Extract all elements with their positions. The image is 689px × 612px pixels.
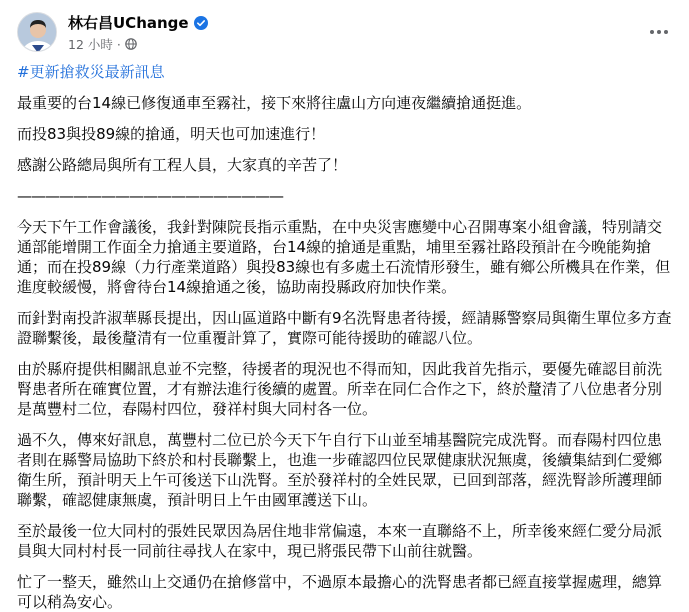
meta-separator: · xyxy=(116,36,121,52)
post-paragraph: 至於最後一位大同村的張姓民眾因為居住地非常偏遠，本來一直聯絡不上，所幸後來經仁愛分局派員與大同村村長一同前往尋找人在家中，現已將張民帶下山前往就醫。 xyxy=(17,522,663,560)
globe-icon[interactable] xyxy=(125,38,137,50)
post-paragraph: 而投83與投89線的搶通，明天也可加速進行！ xyxy=(17,125,326,143)
text-divider: ——————————————————— xyxy=(17,187,283,205)
post-paragraph: 最重要的台14線已修復通車至霧社，接下來將往盧山方向連夜繼續搶通挺進。 xyxy=(17,94,532,112)
post-meta xyxy=(68,35,137,53)
author-name[interactable]: 林右昌UChange xyxy=(68,14,189,32)
post-paragraph: 由於縣府提供相關訊息並不完整，待援者的現況也不得而知，因此我首先指示，要優先確認目前洗腎患者所在確實位置，才有辦法進行後續的處置。所幸在同仁合作之下，終於釐清了八位患者分別是萬豐村二位，春陽村四位，發祥村與大同村各一位。 xyxy=(17,360,663,418)
verified-badge-icon xyxy=(194,16,208,30)
post-timestamp[interactable]: 12 小時 xyxy=(68,37,113,52)
post-paragraph: 今天下午工作會議後，我針對陳院長指示重點，在中央災害應變中心召開專案小組會議，特別請交通部能增開工作面全力搶通主要道路，台14線的搶通是重點，埔里至霧社路段預計在今晚能夠搶通；而在投89線（力行產業道路）與投83線也有多處土石流情形發生，雖有鄉公所機具在作業，但進度較緩慢，將會待台14線搶通之後，協助南投縣政府加快作業。 xyxy=(17,218,671,296)
post-paragraph: 感謝公路總局與所有工程人員，大家真的辛苦了！ xyxy=(17,156,348,174)
more-options-icon[interactable] xyxy=(641,14,677,50)
hashtag-link[interactable]: #更新搶救災最新訊息 xyxy=(17,63,165,81)
author-avatar[interactable] xyxy=(17,12,57,52)
author-row xyxy=(68,12,208,33)
post-body xyxy=(0,62,689,612)
avatar-portrait xyxy=(18,13,57,52)
post-paragraph: 而針對南投許淑華縣長提出，因山區道路中斷有9名洗腎患者待援，經請縣警察局與衛生單位多方查證聯繫後，最後釐清有一位重覆計算了，實際可能待援助的確認八位。 xyxy=(17,309,672,347)
post-header xyxy=(0,0,689,62)
post-paragraph: 忙了一整天，雖然山上交通仍在搶修當中，不過原本最擔心的洗腎患者都已經直接掌握處理，總算可以稍為安心。 xyxy=(17,573,663,611)
post-paragraph: 過不久，傳來好訊息，萬豐村二位已於今天下午自行下山並至埔基醫院完成洗腎。而春陽村四位患者則在縣警局協助下終於和村長聯繫上，也進一步確認四位民眾健康狀況無虞，後續集結到仁愛鄉衛生所，預計明天上午可後送下山洗腎。至於發祥村的全姓民眾，已回到部落，經洗腎診所護理師聯繫，確認健康無虞，預計明日上午由國軍護送下山。 xyxy=(17,431,663,509)
